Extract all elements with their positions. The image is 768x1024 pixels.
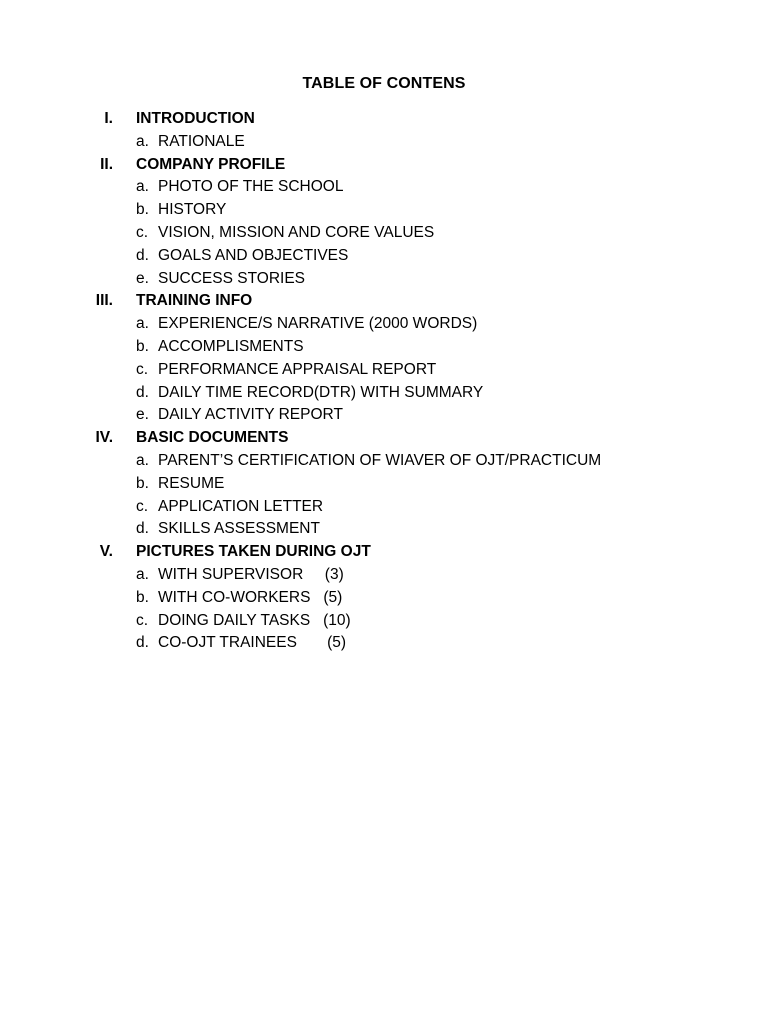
item-text: ACCOMPLISMENTS [158,337,304,355]
toc-item [0,268,768,291]
toc-item [0,359,768,382]
item-letter: c. [136,223,149,241]
item-text: DOING DAILY TASKS (10) [158,611,351,629]
item-letter: c. [136,497,149,515]
item-letter: c. [136,360,149,378]
item-text: HISTORY [158,201,227,219]
section-heading: INTRODUCTION [136,110,255,127]
item-text: SKILLS ASSESSMENT [158,520,320,538]
section-numeral: I. [104,110,113,127]
toc-item [0,131,768,154]
item-text: WITH CO-WORKERS (5) [158,588,343,606]
section-heading-line [0,154,768,177]
section-heading: BASIC DOCUMENTS [136,429,289,447]
table-of-contents [0,108,768,655]
item-text: DAILY ACTIVITY REPORT [158,406,343,424]
section-heading: TRAINING INFO [136,292,253,310]
item-text: APPLICATION LETTER [158,497,324,515]
section-heading-line [0,541,768,564]
toc-section [0,108,768,154]
page-title: TABLE OF CONTENS [302,75,466,92]
item-text: EXPERIENCE/S NARRATIVE (2000 WORDS) [158,315,478,333]
section-heading-line [0,427,768,450]
item-text: VISION, MISSION AND CORE VALUES [158,223,435,241]
toc-section [0,541,768,655]
item-text: WITH SUPERVISOR (3) [158,565,344,583]
section-numeral: IV. [95,429,113,447]
item-text: GOALS AND OBJECTIVES [158,246,349,264]
item-text: CO-OJT TRAINEES (5) [158,634,347,652]
item-letter: b. [136,201,149,219]
item-letter: d. [136,383,149,401]
toc-item [0,610,768,633]
item-text: RESUME [158,474,225,492]
item-text: PARENT’S CERTIFICATION OF WIAVER OF OJT/PRACTICUM [158,451,602,469]
toc-item [0,245,768,268]
toc-item [0,382,768,405]
item-text: RATIONALE [158,132,245,150]
toc-item [0,313,768,336]
item-letter: b. [136,474,149,492]
toc-item [0,199,768,222]
item-letter: e. [136,269,149,287]
item-text: PHOTO OF THE SCHOOL [158,178,344,196]
item-letter: b. [136,337,149,355]
toc-item [0,176,768,199]
toc-item [0,336,768,359]
toc-section [0,290,768,427]
toc-item [0,473,768,496]
toc-section [0,427,768,541]
toc-item [0,518,768,541]
section-numeral: II. [100,155,113,173]
toc-item [0,587,768,610]
toc-section [0,154,768,291]
toc-item [0,632,768,655]
toc-item [0,450,768,473]
section-numeral: V. [99,543,113,561]
item-letter: d. [136,246,149,264]
item-text: PERFORMANCE APPRAISAL REPORT [158,360,437,378]
item-letter: a. [136,178,149,196]
item-letter: a. [136,132,149,150]
item-letter: e. [136,406,149,424]
toc-item [0,222,768,245]
section-heading: COMPANY PROFILE [136,155,286,173]
item-letter: c. [136,611,149,629]
item-letter: a. [136,565,149,583]
toc-item [0,564,768,587]
item-letter: b. [136,588,149,606]
item-text: DAILY TIME RECORD(DTR) WITH SUMMARY [158,383,484,401]
section-heading-line [0,108,768,131]
section-heading-line [0,290,768,313]
item-letter: d. [136,634,149,652]
item-letter: a. [136,315,149,333]
item-text: SUCCESS STORIES [158,269,306,287]
toc-item [0,496,768,519]
toc-item [0,404,768,427]
section-numeral: III. [95,292,113,310]
item-letter: d. [136,520,149,538]
section-heading: PICTURES TAKEN DURING OJT [136,543,371,561]
item-letter: a. [136,451,149,469]
